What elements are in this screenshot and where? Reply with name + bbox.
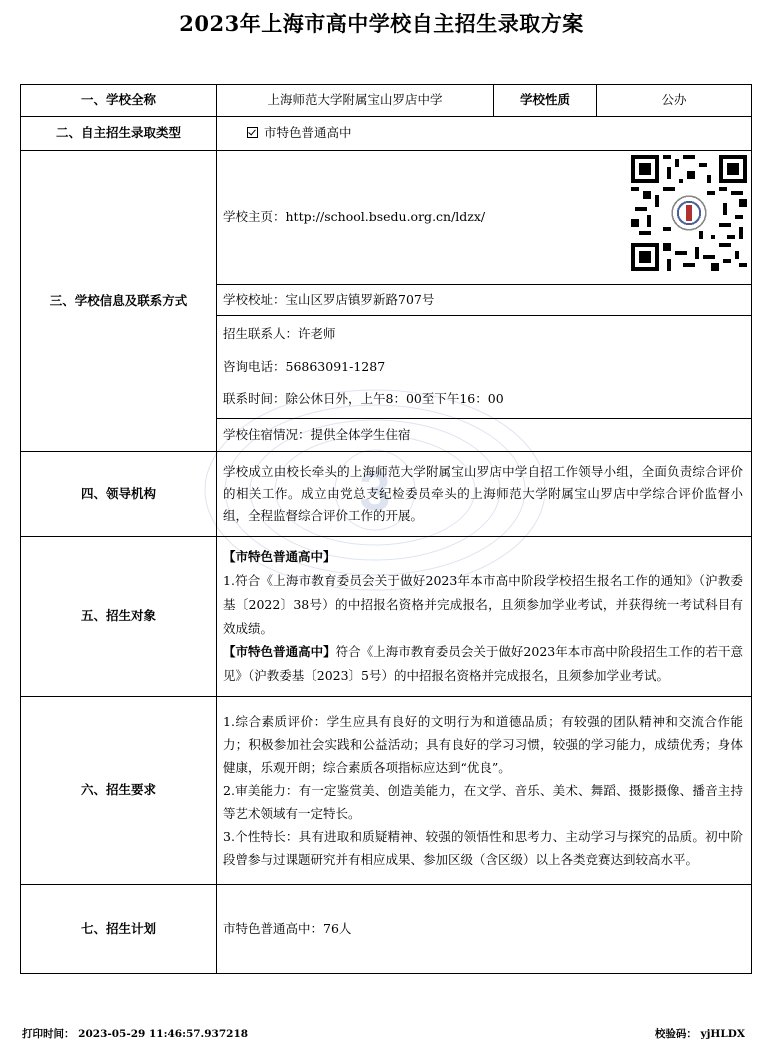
row-school-name	[21, 85, 752, 117]
leadership-text: 学校成立由校长牵头的上海师范大学附属宝山罗店中学自招工作领导小组，全面负责综合评价的相关工作。成立由党总支纪检委员牵头的上海师范大学附属宝山罗店中学综合评价监督小组，全程监督综合评价工作的开展。	[223, 464, 743, 523]
school-nature-value: 公办	[597, 85, 752, 117]
row-target	[21, 537, 752, 697]
req-item-1: 1.综合素质评价：学生应具有良好的文明行为和道德品质；有较强的团队精神和交流合作能力；积极参加社会实践和公益活动；具有良好的学习习惯，较强的学习能力，成绩优秀；身体健康，乐观开朗；综合素质各项指标应达到“优良”。	[223, 713, 743, 775]
plan-label: 七、招生计划	[21, 885, 217, 974]
school-name-label: 一、学校全称	[21, 85, 217, 117]
plan-cell	[217, 885, 752, 974]
address-text: 学校校址：宝山区罗店镇罗新路707号	[223, 291, 435, 307]
qr-code-icon	[631, 155, 747, 271]
plan-value: 市特色普通高中：76人	[223, 920, 352, 936]
target-item-1: 1.符合《上海市教育委员会关于做好2023年本市高中阶段学校招生报名工作的通知》（沪教委基〔2022〕38号）的中招报名资格并完成报名，且须参加学业考试，并获得统一考试科目有效成绩。	[223, 573, 743, 636]
row-leadership	[21, 452, 752, 537]
admission-table	[20, 84, 752, 974]
leadership-cell	[217, 452, 752, 537]
target-heading: 【市特色普通高中】	[223, 549, 336, 565]
school-name-value: 上海师范大学附属宝山罗店中学	[217, 85, 494, 117]
address-cell	[217, 285, 752, 316]
dorm-cell	[217, 419, 752, 452]
check-code: 校验码： yjHLDX	[654, 1028, 745, 1040]
homepage-cell	[217, 151, 752, 285]
req-item-2: 2.审美能力：有一定鉴赏美、创造美能力，在文学、音乐、美术、舞蹈、摄影摄像、播音主持等艺术领域有一定特长。	[223, 782, 743, 822]
row-homepage	[21, 151, 752, 285]
req-cell	[217, 697, 752, 885]
homepage-text: 学校主页：http://school.bsedu.org.cn/ldzx/	[223, 209, 486, 225]
target-cell	[217, 537, 752, 697]
info-label: 三、学校信息及联系方式	[21, 151, 217, 452]
req-label: 六、招生要求	[21, 697, 217, 885]
type-cell	[217, 117, 752, 151]
row-admission-type	[21, 117, 752, 151]
type-value: 市特色普通高中	[264, 125, 352, 141]
contact-person: 招生联系人：许老师	[223, 326, 336, 342]
document-title: 2023年上海市高中学校自主招生录取方案	[179, 11, 584, 36]
dorm-text: 学校住宿情况：提供全体学生住宿	[223, 426, 411, 442]
contact-phone: 咨询电话：56863091-1287	[223, 358, 386, 374]
checkbox-checked-icon	[247, 127, 258, 138]
svg-text:3: 3	[359, 459, 391, 522]
req-item-3: 3.个性特长：具有进取和质疑精神、较强的领悟性和思考力、主动学习与探究的品质。初中阶段曾参与过课题研究并有相应成果、参加区级（含区级）以上各类竞赛达到较高水平。	[223, 829, 743, 868]
print-time: 打印时间： 2023-05-29 11:46:57.937218	[22, 1028, 249, 1040]
contact-time: 联系时间：除公休日外，上午8：00至下午16：00	[223, 391, 504, 407]
target-item-2: 符合《上海市教育委员会关于做好2023年本市高中阶段招生工作的若干意见》（沪教委基〔2023〕5号）的中招报名资格并完成报名，且须参加学业考试。	[223, 644, 743, 683]
row-requirements	[21, 697, 752, 885]
target-label: 五、招生对象	[21, 537, 217, 697]
leadership-label: 四、领导机构	[21, 452, 217, 537]
type-label: 二、自主招生录取类型	[21, 117, 217, 151]
target-item-2-heading: 【市特色普通高中】	[223, 644, 336, 660]
row-plan	[21, 885, 752, 974]
contact-cell	[217, 316, 752, 419]
school-nature-label: 学校性质	[494, 85, 597, 117]
